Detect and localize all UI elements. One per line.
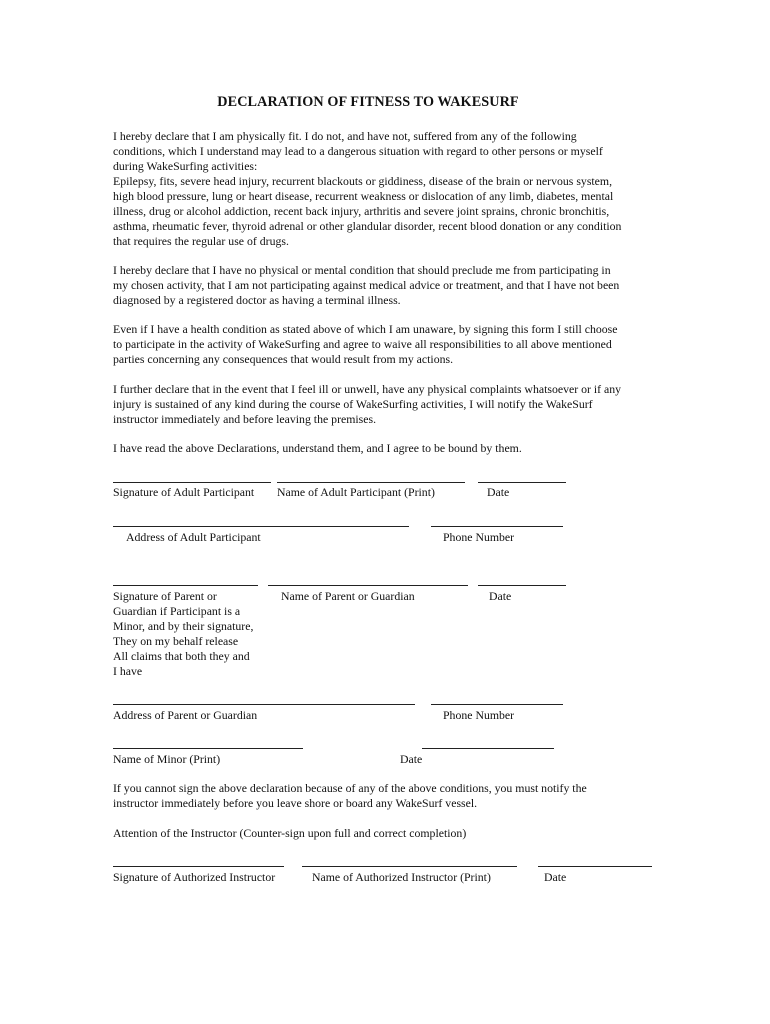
guardian-name-line[interactable] (268, 585, 468, 586)
guardian-name-label: Name of Parent or Guardian (281, 589, 415, 603)
guardian-address-line[interactable] (113, 704, 415, 705)
adult-name-label: Name of Adult Participant (Print) (277, 485, 435, 499)
adult-signature-line[interactable] (113, 482, 271, 483)
minor-name-line[interactable] (113, 748, 303, 749)
guardian-address-label: Address of Parent or Guardian (113, 708, 258, 722)
closing-notice: If you cannot sign the above declaration because of any of the above conditions, you must notify the instructor immediately before you leave shore or board any WakeSurf vessel. (113, 781, 587, 810)
waiver-paragraph: Even if I have a health condition as stated above of which I am unaware, by signing this form I still choose to participate in the activity of WakeSurfing and agree to waive all responsibilities to all above mentioned parties concerning any consequences that would result from my actions. (113, 322, 618, 366)
adult-name-line[interactable] (277, 482, 465, 483)
instructor-date-line[interactable] (538, 866, 652, 867)
guardian-phone-label: Phone Number (443, 708, 515, 722)
instructor-signature-label: Signature of Authorized Instructor (113, 870, 276, 884)
instructor-signature-line[interactable] (113, 866, 284, 867)
instructor-date-label: Date (544, 870, 567, 884)
instructor-attention: Attention of the Instructor (Counter-sign upon full and correct completion) (113, 826, 467, 840)
adult-address-line[interactable] (113, 526, 409, 527)
guardian-signature-label: Signature of Parent or Guardian if Participant is a Minor, and by their signature, They on my behalf release All claims that both they and I have (113, 589, 254, 678)
document-title: DECLARATION OF FITNESS TO WAKESURF (217, 94, 519, 110)
adult-address-label: Address of Adult Participant (126, 530, 261, 544)
no-condition-paragraph: I hereby declare that I have no physical or mental condition that should preclude me from participating in my chosen activity, that I am not participating against medical advice or treatment, and that I have not been diagnosed by a registered doctor as having a terminal illness. (113, 263, 620, 307)
adult-signature-label: Signature of Adult Participant (113, 485, 255, 499)
adult-date-label: Date (487, 485, 510, 499)
instructor-name-label: Name of Authorized Instructor (Print) (312, 870, 491, 884)
minor-date-line[interactable] (422, 748, 554, 749)
guardian-date-line[interactable] (478, 585, 566, 586)
guardian-phone-line[interactable] (431, 704, 563, 705)
minor-name-label: Name of Minor (Print) (113, 752, 221, 766)
instructor-name-line[interactable] (302, 866, 517, 867)
guardian-signature-line[interactable] (113, 585, 258, 586)
adult-phone-line[interactable] (431, 526, 563, 527)
adult-phone-label: Phone Number (443, 530, 515, 544)
agreement-paragraph: I have read the above Declarations, understand them, and I agree to be bound by them. (113, 441, 522, 455)
minor-date-label: Date (400, 752, 423, 766)
conditions-paragraph: I hereby declare that I am physically fit. I do not, and have not, suffered from any of the following conditions, which I understand may lead to a dangerous situation with regard to other persons or myself during WakeSurfing activities: Epilepsy, fits, severe head injury, recurrent blackouts or giddiness, disease of the brain or nervous system, high blood pressure, lung or heart disease, recurrent weakness or dislocation of any limb, diabetes, mental illness, drug or alcohol addiction, recent back injury, arthritis and severe joint sprains, chronic bronchitis, asthma, rheumatic fever, thyroid adrenal or other glandular disorder, recent blood donation or any condition that requires the regular use of drugs. (113, 129, 622, 248)
guardian-date-label: Date (489, 589, 512, 603)
notify-paragraph: I further declare that in the event that I feel ill or unwell, have any physical complaints whatsoever or if any injury is sustained of any kind during the course of WakeSurfing activities, I will notify the WakeSurf instructor immediately and before leaving the premises. (113, 382, 622, 426)
adult-date-line[interactable] (478, 482, 566, 483)
